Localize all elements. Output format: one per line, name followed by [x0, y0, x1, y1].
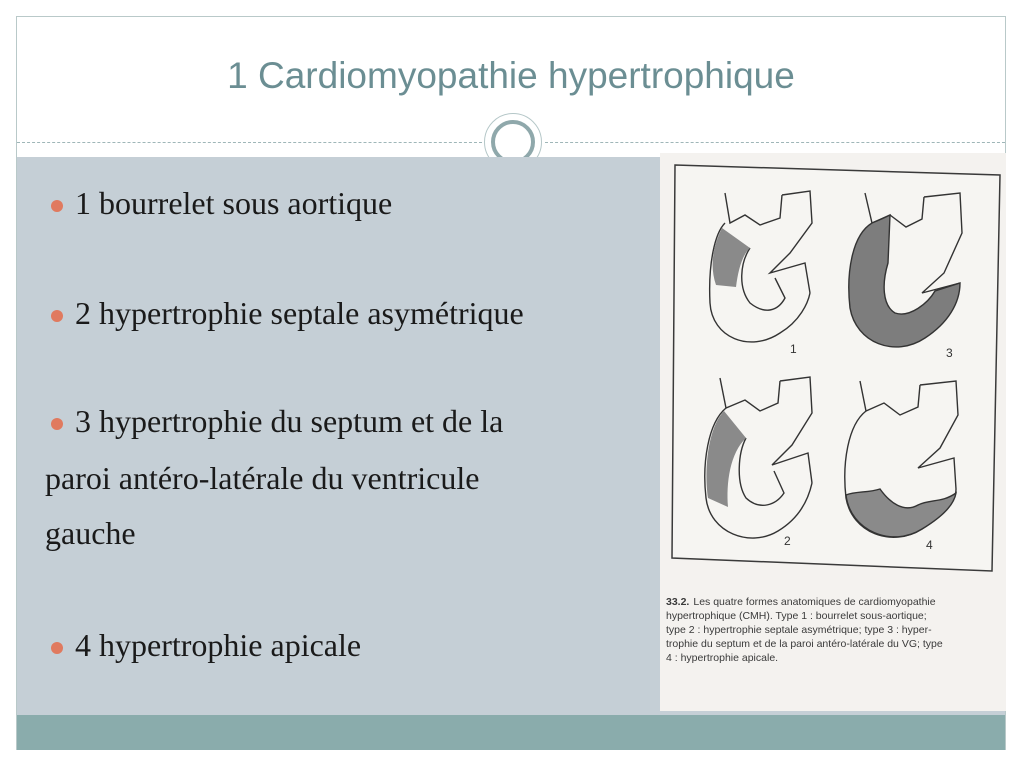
bullet-dot-icon	[51, 200, 63, 212]
panel-number: 1	[790, 342, 797, 356]
footer-bar	[17, 715, 1005, 750]
figure-caption-number: 33.2.	[666, 596, 690, 608]
panel-number: 2	[784, 534, 791, 548]
panel-number: 3	[946, 346, 953, 360]
bullet-dot-icon	[51, 310, 63, 322]
title-divider-left	[17, 142, 482, 143]
panel-number: 4	[926, 538, 933, 552]
heart-diagram-figure	[660, 153, 1006, 711]
bullet-dot-icon	[51, 418, 63, 430]
bullet-continuation: gauche	[45, 515, 136, 551]
bullet-text: 3 hypertrophie du septum et de la	[75, 403, 504, 439]
figure-caption-line: hypertrophique (CMH). Type 1 : bourrelet sous-aortique;	[666, 610, 927, 622]
bullet-continuation: paroi antéro-latérale du ventricule	[45, 460, 480, 496]
figure-caption-line	[666, 596, 936, 608]
figure-caption-line: type 2 : hypertrophie septale asymétrique; type 3 : hyper-	[666, 624, 932, 636]
figure-caption-line: trophie du septum et de la paroi antéro-latérale du VG; type	[666, 638, 943, 650]
title-divider-right	[545, 142, 1005, 143]
bullet-text: 4 hypertrophie apicale	[75, 627, 362, 663]
diagram-frame	[672, 165, 1000, 571]
figure-caption-text: Les quatre formes anatomiques de cardiomyopathie	[693, 596, 936, 608]
figure-caption-line: 4 : hypertrophie apicale.	[666, 652, 779, 664]
bullet-text: 1 bourrelet sous aortique	[75, 185, 393, 221]
bullet-dot-icon	[51, 642, 63, 654]
slide-title: 1 Cardiomyopathie hypertrophique	[227, 54, 795, 96]
bullet-text: 2 hypertrophie septale asymétrique	[75, 295, 524, 331]
heart-diagram	[660, 153, 1006, 711]
